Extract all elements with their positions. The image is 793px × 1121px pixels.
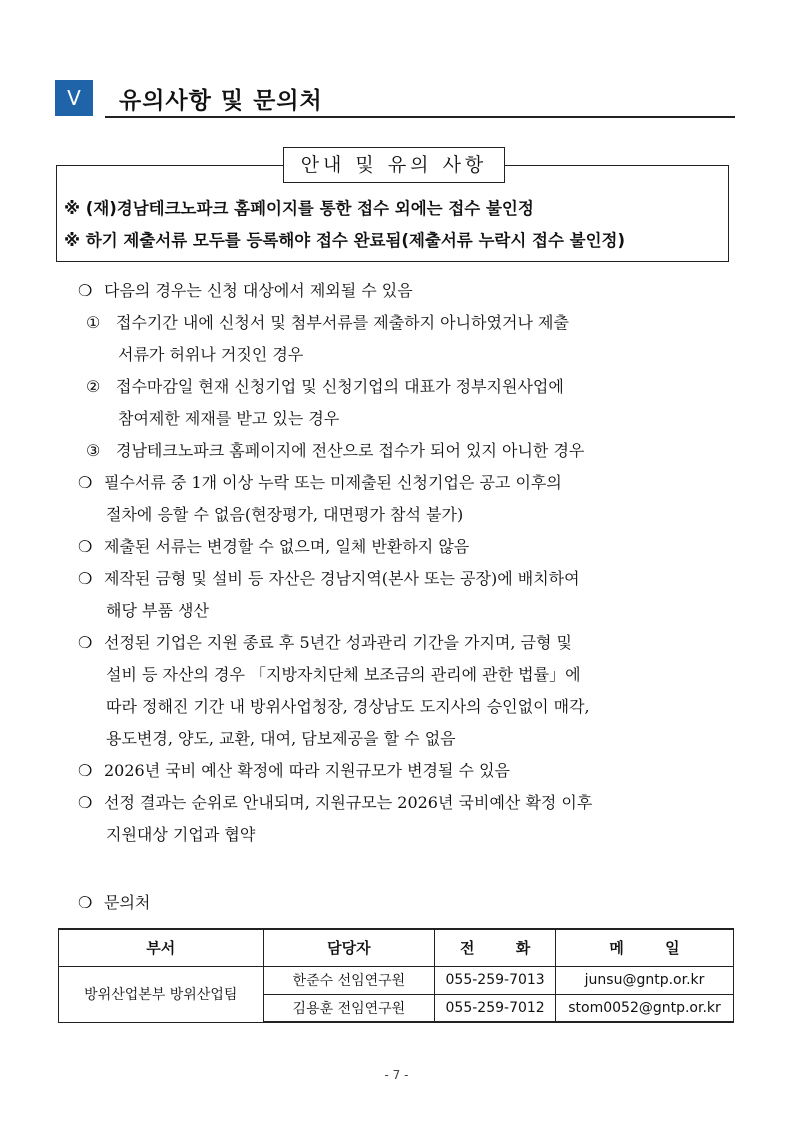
column-header-department: 부서 — [59, 929, 264, 966]
column-header-email: 메 일 — [556, 929, 734, 966]
contact-heading: ❍ 문의처 — [78, 893, 151, 912]
list-item: ❍ 선정 결과는 순위로 안내되며, 지원규모는 2026년 국비예산 확정 이후 — [78, 793, 593, 812]
list-item: ❍ 선정된 기업은 지원 종료 후 5년간 성과관리 기간을 가지며, 금형 및 — [78, 633, 572, 652]
list-item-continued: 지원대상 기업과 협약 — [106, 825, 256, 844]
list-item-continued: 용도변경, 양도, 교환, 대여, 담보제공을 할 수 없음 — [106, 729, 456, 748]
bullet-icon: ❍ — [78, 473, 93, 492]
section-title: 유의사항 및 문의처 — [119, 88, 323, 114]
table-header-row — [59, 929, 734, 966]
bullet-icon: ❍ — [78, 761, 93, 780]
bullet-icon: ❍ — [78, 537, 93, 556]
phone-cell: 055-259-7013 — [435, 966, 556, 994]
bullet-icon: ❍ — [78, 633, 93, 652]
section-number: Ⅴ — [55, 80, 93, 116]
bullet-icon: ❍ — [78, 893, 93, 912]
section-underline — [105, 116, 735, 118]
sub-number: ② — [86, 377, 101, 396]
list-item-continued: 서류가 허위나 거짓인 경우 — [118, 345, 304, 364]
bullet-icon: ❍ — [78, 569, 93, 588]
list-item: ❍ 제작된 금형 및 설비 등 자산은 경남지역(본사 또는 공장)에 배치하여 — [78, 569, 580, 588]
section-header — [55, 80, 735, 118]
notice-title: 안내 및 유의 사항 — [283, 147, 505, 183]
table-row — [59, 966, 734, 994]
list-item-continued: 참여제한 제재를 받고 있는 경우 — [118, 409, 340, 428]
person-cell: 한준수 선임연구원 — [263, 966, 435, 994]
notice-line-1: ※ (재)경남테크노파크 홈페이지를 통한 접수 외에는 접수 불인정 — [64, 199, 534, 218]
list-item-continued: 따라 정해진 기간 내 방위사업청장, 경상남도 도지사의 승인없이 매각, — [106, 697, 590, 716]
page-number: - 7 - — [384, 1068, 409, 1082]
list-item: ❍ 제출된 서류는 변경할 수 없으며, 일체 반환하지 않음 — [78, 537, 470, 556]
person-cell: 김용훈 전임연구원 — [263, 994, 435, 1022]
email-cell: stom0052@gntp.or.kr — [556, 994, 734, 1022]
list-item: ❍ 다음의 경우는 신청 대상에서 제외될 수 있음 — [78, 281, 413, 300]
column-header-phone: 전 화 — [435, 929, 556, 966]
list-item-continued: 절차에 응할 수 없음(현장평가, 대면평가 참석 불가) — [106, 505, 464, 524]
notice-line-2: ※ 하기 제출서류 모두를 등록해야 접수 완료됨(제출서류 누락시 접수 불인정) — [64, 231, 625, 250]
list-item-continued: 설비 등 자산의 경우 「지방자치단체 보조금의 관리에 관한 법률」에 — [106, 665, 581, 684]
list-item: ② 접수마감일 현재 신청기업 및 신청기업의 대표가 정부지원사업에 — [86, 377, 564, 396]
list-item: ③ 경남테크노파크 홈페이지에 전산으로 접수가 되어 있지 아니한 경우 — [86, 441, 585, 460]
bullet-icon: ❍ — [78, 281, 93, 300]
bullet-icon: ❍ — [78, 793, 93, 812]
column-header-person: 담당자 — [263, 929, 435, 966]
sub-number: ③ — [86, 441, 101, 460]
list-item: ① 접수기간 내에 신청서 및 첨부서류를 제출하지 아니하였거나 제출 — [86, 313, 569, 332]
phone-cell: 055-259-7012 — [435, 994, 556, 1022]
contact-table — [58, 928, 734, 1023]
sub-number: ① — [86, 313, 101, 332]
list-item: ❍ 2026년 국비 예산 확정에 따라 지원규모가 변경될 수 있음 — [78, 761, 510, 780]
email-cell: junsu@gntp.or.kr — [556, 966, 734, 994]
department-cell: 방위산업본부 방위산업팀 — [59, 966, 264, 1022]
list-item-continued: 해당 부품 생산 — [106, 601, 209, 620]
list-item: ❍ 필수서류 중 1개 이상 누락 또는 미제출된 신청기업은 공고 이후의 — [78, 473, 562, 492]
